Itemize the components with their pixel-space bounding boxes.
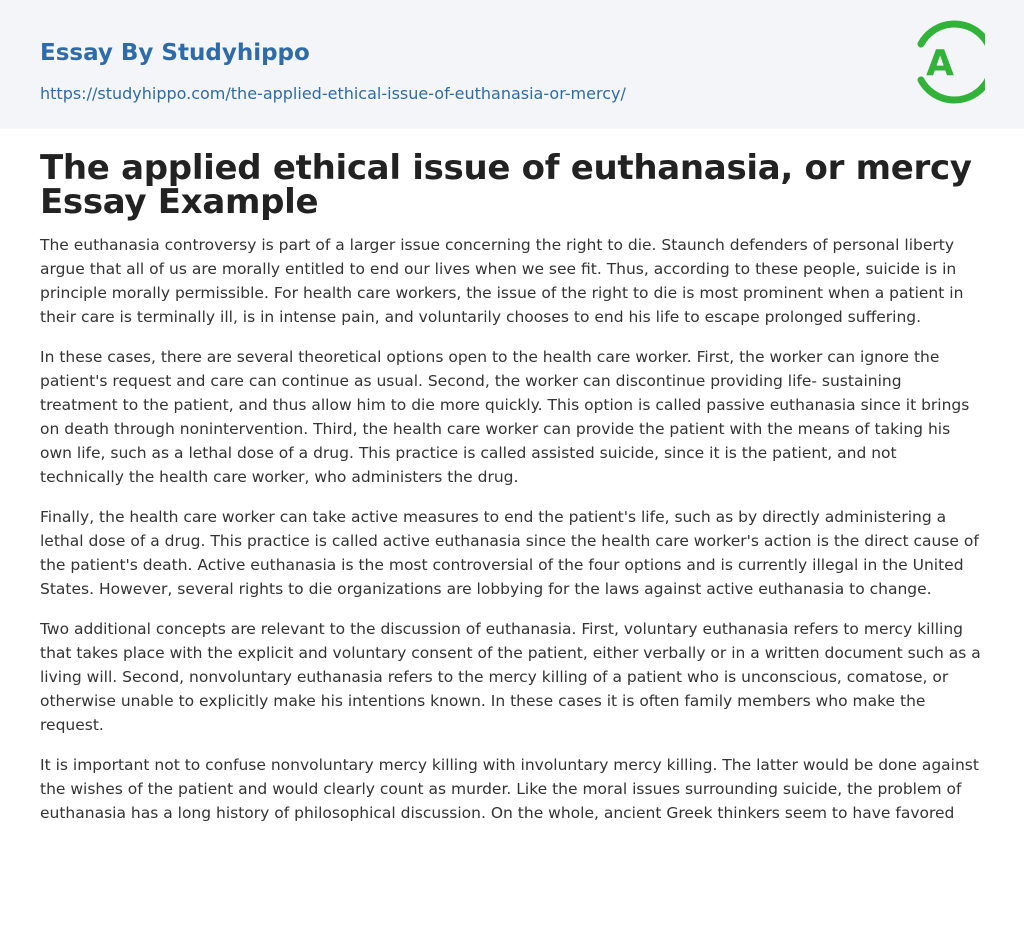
paragraph: It is important not to confuse nonvoluntary mercy killing with involuntary mercy killing. The latter would be done against the wishes of the patient and would clearly count as murder. Like the moral issues surrounding suicide, the problem of euthanasia has a long history of philosophical discussion. On the whole, ancient Greek thinkers seem to have favored (40, 756, 979, 822)
source-url-link[interactable]: https://studyhippo.com/the-applied-ethical-issue-of-euthanasia-or-mercy/ (40, 84, 626, 103)
paragraph: Finally, the health care worker can take active measures to end the patient's life, such as by directly administering a lethal dose of a drug. This practice is called active euthanasia since the health care worker's action is the direct cause of the patient's death. Active euthanasia is the most controversial of the four options and is currently illegal in the United States. However, several rights to die organizations are lobbying for the laws against active euthanasia to change. (40, 508, 979, 598)
article (0, 129, 1024, 825)
site-title: Essay By Studyhippo (40, 40, 310, 66)
page-title: The applied ethical issue of euthanasia, or mercy Essay Example (40, 148, 972, 222)
studyhippo-logo-icon (913, 19, 985, 105)
site-header (0, 0, 1024, 129)
paragraph: In these cases, there are several theoretical options open to the health care worker. First, the worker can ignore the patient's request and care can continue as usual. Second, the worker can discontinue providing life- sustaining treatment to the patient, and thus allow him to die more quickly. This option is called passive euthanasia since it brings on death through nonintervention. Third, the health care worker can provide the patient with the means of taking his own life, such as a lethal dose of a drug. This practice is called assisted suicide, since it is the patient, and not technically the health care worker, who administers the drug. (40, 348, 970, 486)
article-body (40, 233, 984, 825)
logo-letter: A (926, 43, 954, 84)
paragraph: The euthanasia controversy is part of a larger issue concerning the right to die. Staunch defenders of personal liberty argue that all of us are morally entitled to end our lives when we see fit. Thus, according to these people, suicide is in principle morally permissible. For health care workers, the issue of the right to die is most prominent when a patient in their care is terminally ill, is in intense pain, and voluntarily chooses to end his life to escape prolonged suffering. (40, 236, 964, 326)
paragraph: Two additional concepts are relevant to the discussion of euthanasia. First, voluntary euthanasia refers to mercy killing that takes place with the explicit and voluntary consent of the patient, either verbally or in a written document such as a living will. Second, nonvoluntary euthanasia refers to the mercy killing of a patient who is unconscious, comatose, or otherwise unable to explicitly make his intentions known. In these cases it is often family members who make the request. (40, 620, 981, 734)
